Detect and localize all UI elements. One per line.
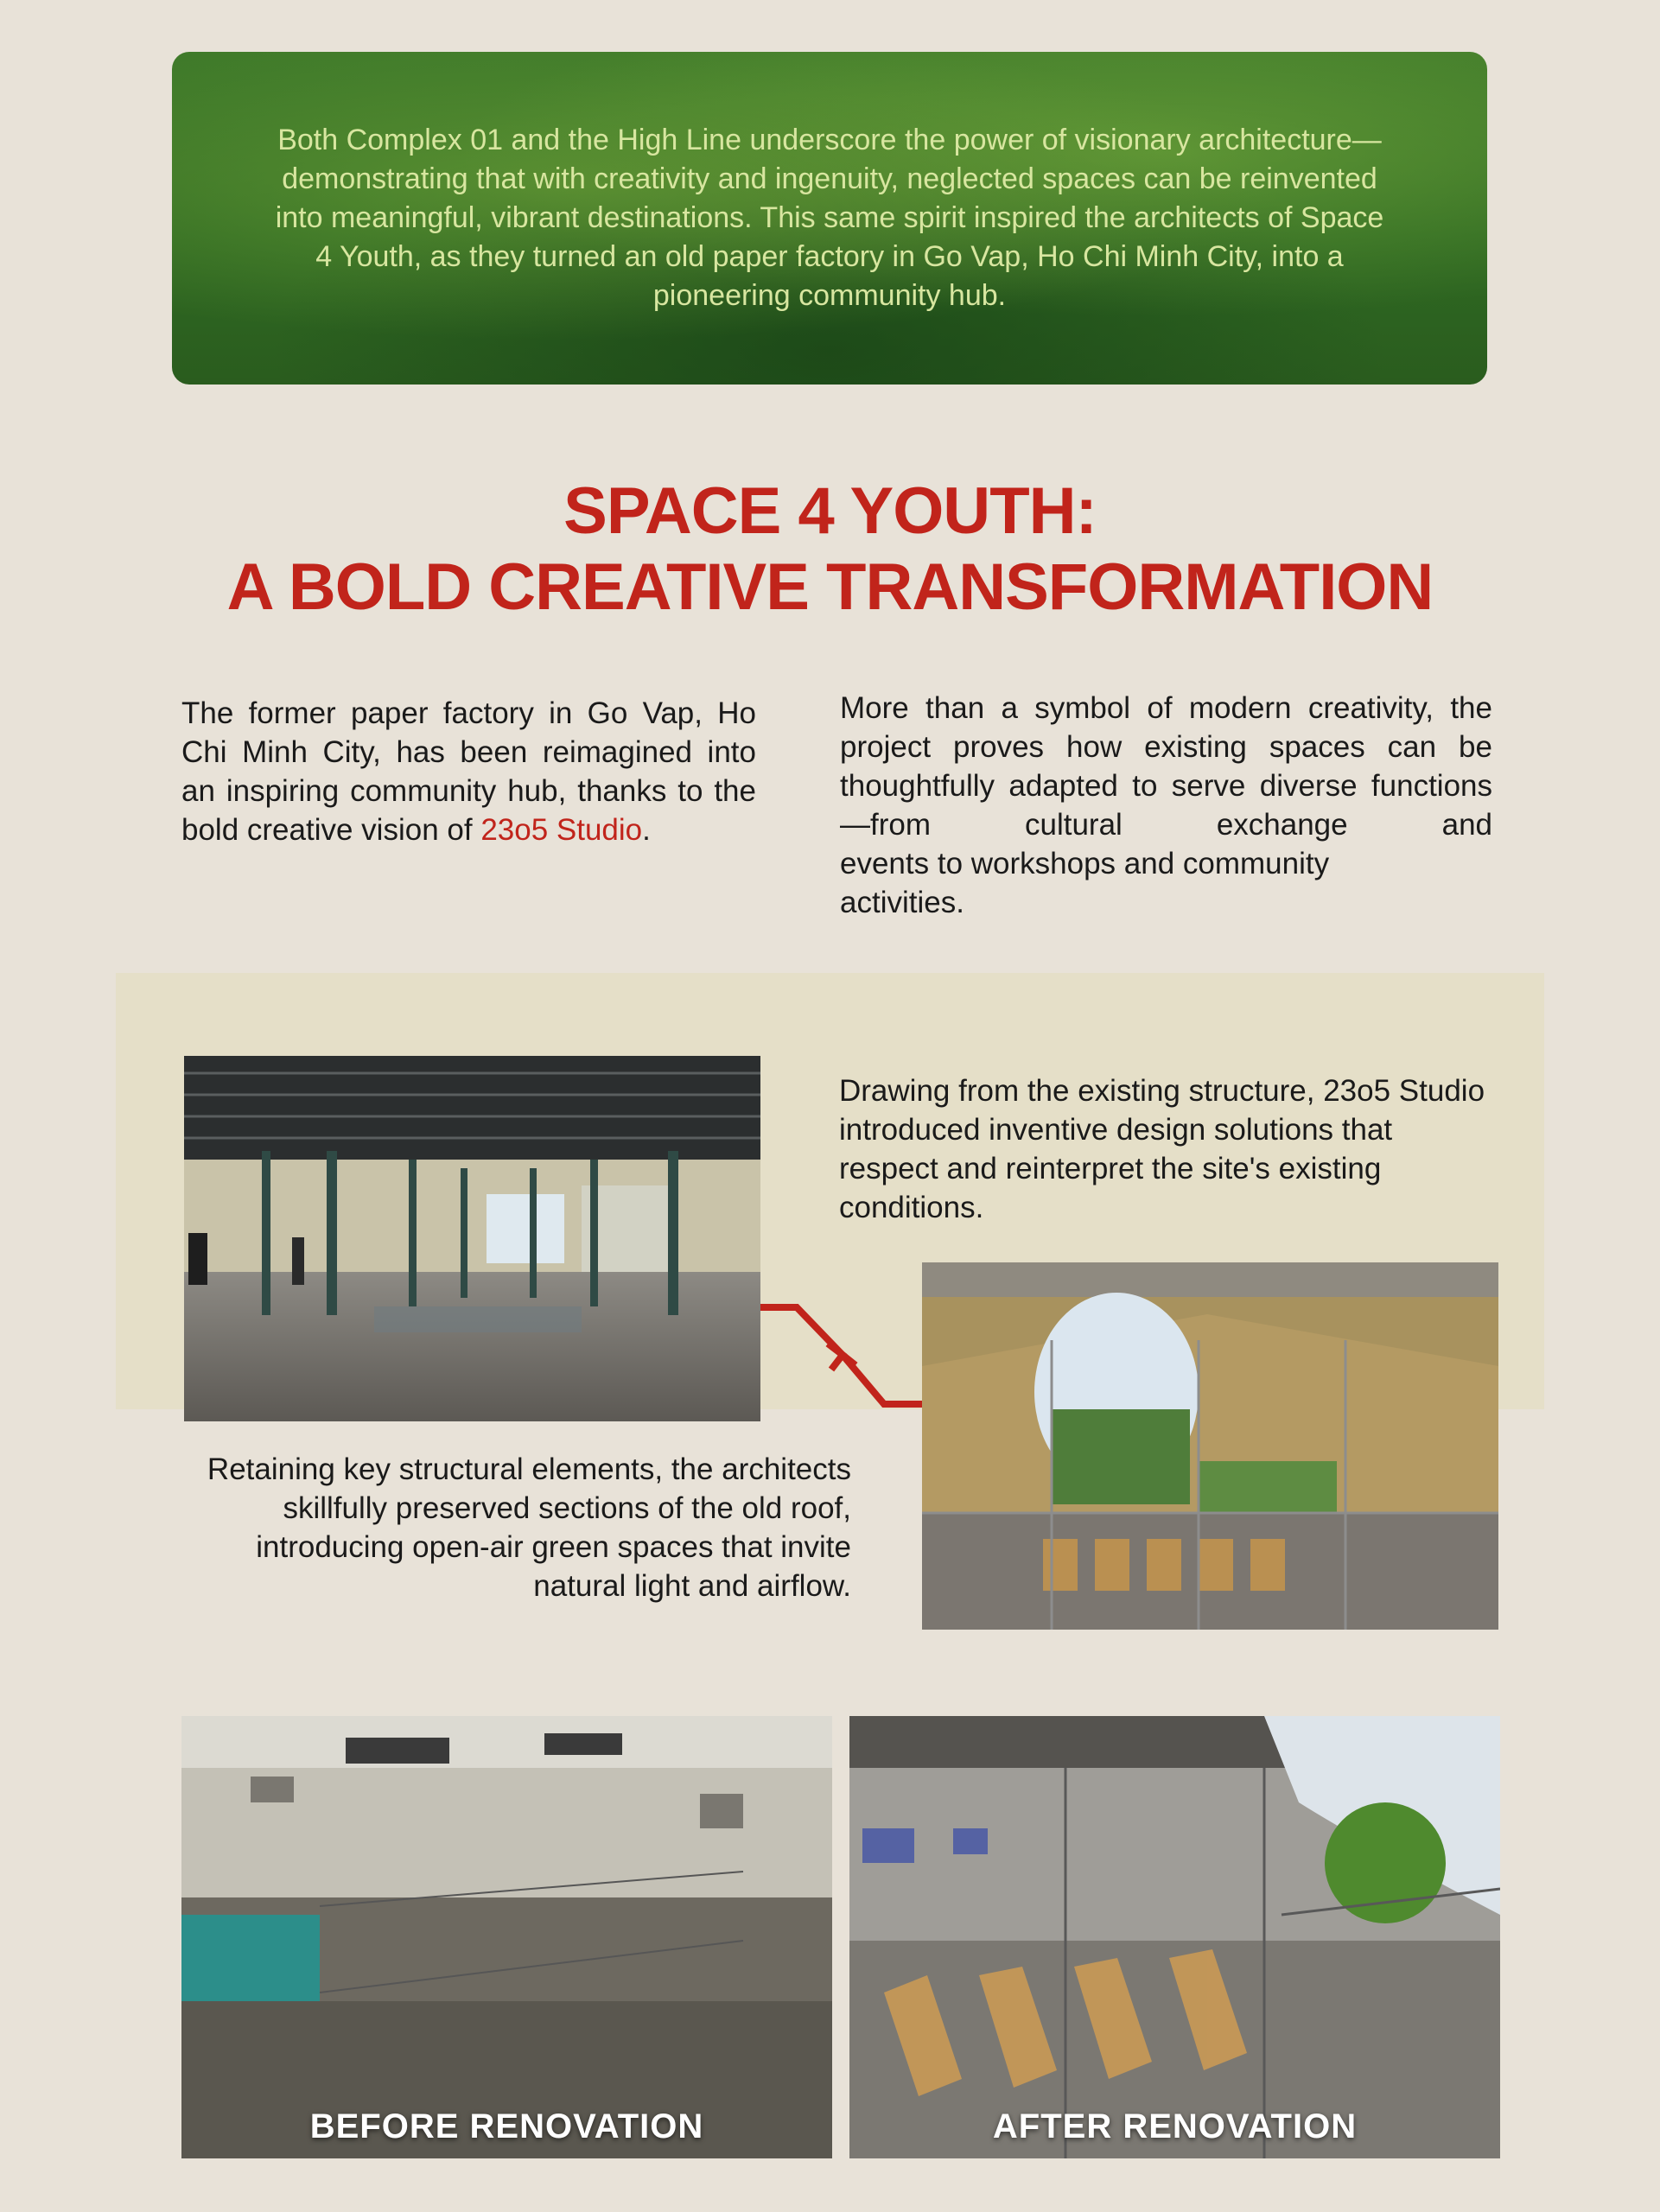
quote-banner bbox=[172, 52, 1487, 385]
title-line-2: A BOLD CREATIVE TRANSFORMATION bbox=[226, 550, 1434, 624]
studio-name-link: 23o5 Studio bbox=[480, 813, 643, 847]
factory-interior-photo bbox=[184, 1056, 760, 1421]
banner-text: Both Complex 01 and the High Line underscore the power of visionary architecture—demonstrating that with creativity and ingenuity, neglected spaces can be reinvented into meaningful, vibrant destinations. This same spirit inspired the architects of Space 4 Youth, as they turned an old paper factory in Go Vap, Ho Chi Minh City, into a pioneering community hub. bbox=[275, 124, 1384, 312]
renovated-interior-photo bbox=[922, 1262, 1498, 1630]
intro-right-text: More than a symbol of modern creativity, the project proves how existing spaces can be thoughtfully adapted to serve diverse functions—from cultural exchange and bbox=[840, 691, 1492, 842]
before-renovation-photo bbox=[181, 1716, 832, 2158]
after-renovation-photo bbox=[849, 1716, 1500, 2158]
roof-caption: Retaining key structural elements, the architects skillfully preserved sections of the old roof, introducing open-air green spaces that invite natural light and airflow. bbox=[207, 1452, 851, 1603]
after-renovation-label: AFTER RENOVATION bbox=[992, 2107, 1358, 2145]
intro-left-text: The former paper factory in Go Vap, Ho Chi Minh City, has been reimagined into an inspiring community hub, thanks to the bold creative vision of bbox=[181, 696, 756, 847]
connector-arrow-icon bbox=[760, 1296, 925, 1417]
intro-left-end: . bbox=[642, 813, 651, 847]
page-title bbox=[0, 474, 1660, 626]
intro-left-paragraph bbox=[181, 694, 756, 849]
title-line-1: SPACE 4 YOUTH: bbox=[563, 474, 1097, 548]
before-renovation-label: BEFORE RENOVATION bbox=[309, 2107, 704, 2145]
intro-right-tail: events to workshops and community activities. bbox=[840, 847, 1330, 919]
existing-structure-caption: Drawing from the existing structure, 23o5 Studio introduced inventive design solutions that respect and reinterpret the site's existing conditions. bbox=[839, 1074, 1485, 1224]
intro-right-paragraph bbox=[840, 689, 1492, 922]
